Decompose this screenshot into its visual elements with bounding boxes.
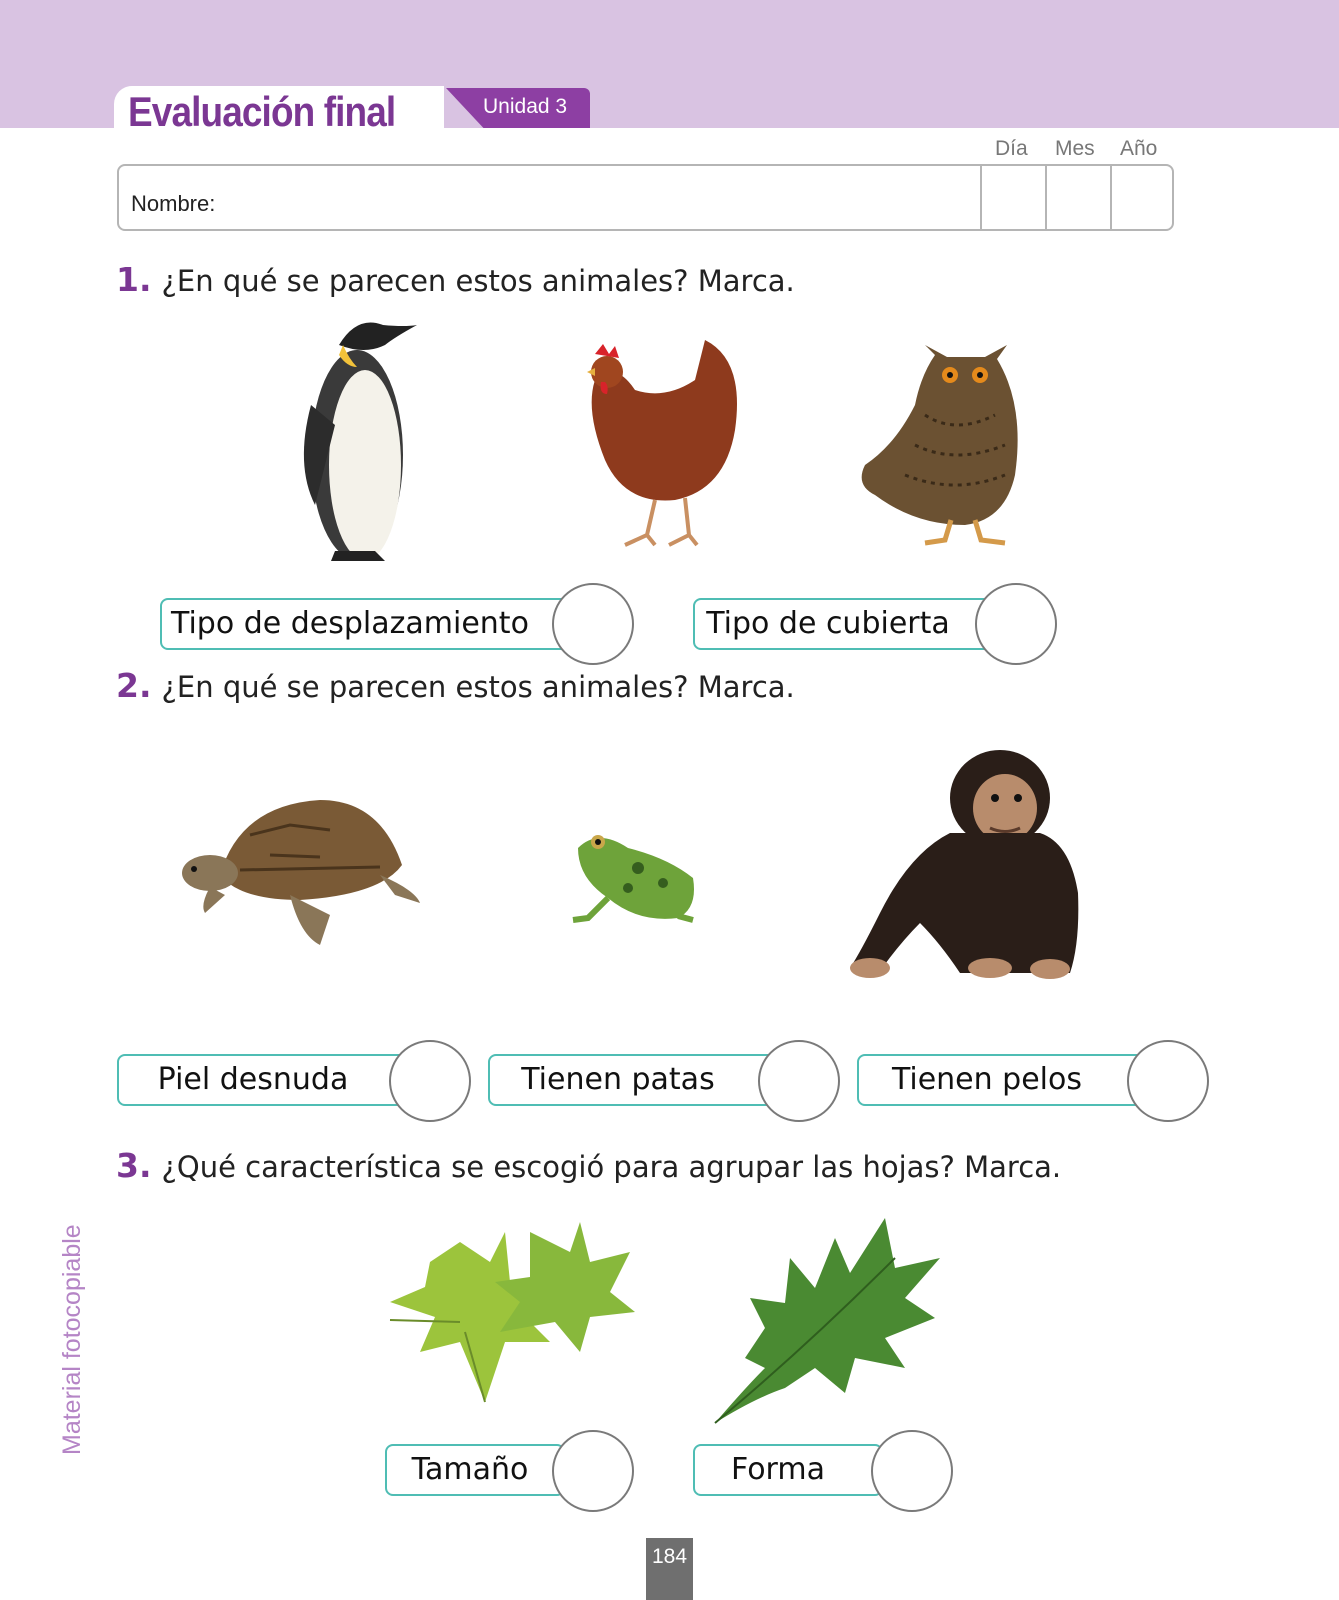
date-label-month: Mes [1055,137,1095,160]
option-tipo-de-cubierta: Tipo de cubierta [693,598,993,650]
oak-leaf-image [705,1218,945,1428]
option-piel-desnuda: Piel desnuda [117,1054,409,1106]
side-note: Material fotocopiable [58,1224,86,1455]
question-number: 3. [116,1146,152,1185]
answer-circle-cubierta[interactable] [975,583,1057,665]
name-label: Nombre: [131,191,216,216]
unit-label: Unidad 3 [483,95,568,118]
option-tienen-pelos: Tienen pelos [857,1054,1147,1106]
question-text: ¿Qué característica se escogió para agrupar las hojas? Marca. [161,1150,1062,1184]
date-divider [1045,166,1047,229]
page-title: Evaluación final [128,88,396,135]
option-tamano: Tamaño [385,1444,565,1496]
answer-circle-tamano[interactable] [552,1430,634,1512]
date-label-day: Día [995,137,1028,160]
date-divider [1110,166,1112,229]
option-tipo-de-desplazamiento: Tipo de desplazamiento [160,598,570,650]
hen-image [585,340,755,555]
answer-circle-tienen-pelos[interactable] [1127,1040,1209,1122]
date-divider [980,166,982,229]
date-label-year: Año [1120,137,1158,160]
penguin-image [295,315,425,565]
question-number: 1. [116,260,152,299]
tortoise-image [180,795,425,950]
name-field[interactable] [117,164,1174,231]
answer-circle-piel-desnuda[interactable] [389,1040,471,1122]
question-3 [116,1146,1061,1185]
question-1 [116,260,795,299]
question-text: ¿En qué se parecen estos animales? Marca. [161,670,795,704]
chimpanzee-image [840,743,1100,983]
answer-circle-forma[interactable] [871,1430,953,1512]
question-text: ¿En qué se parecen estos animales? Marca. [161,264,795,298]
answer-circle-desplazamiento[interactable] [552,583,634,665]
option-forma: Forma [693,1444,883,1496]
question-2 [116,666,795,705]
frog-image [568,828,703,923]
owl-image [855,345,1055,550]
option-tienen-patas: Tienen patas [488,1054,778,1106]
question-number: 2. [116,666,152,705]
page-number: 184 [646,1538,693,1600]
answer-circle-tienen-patas[interactable] [758,1040,840,1122]
plane-tree-leaves-image [390,1222,645,1427]
